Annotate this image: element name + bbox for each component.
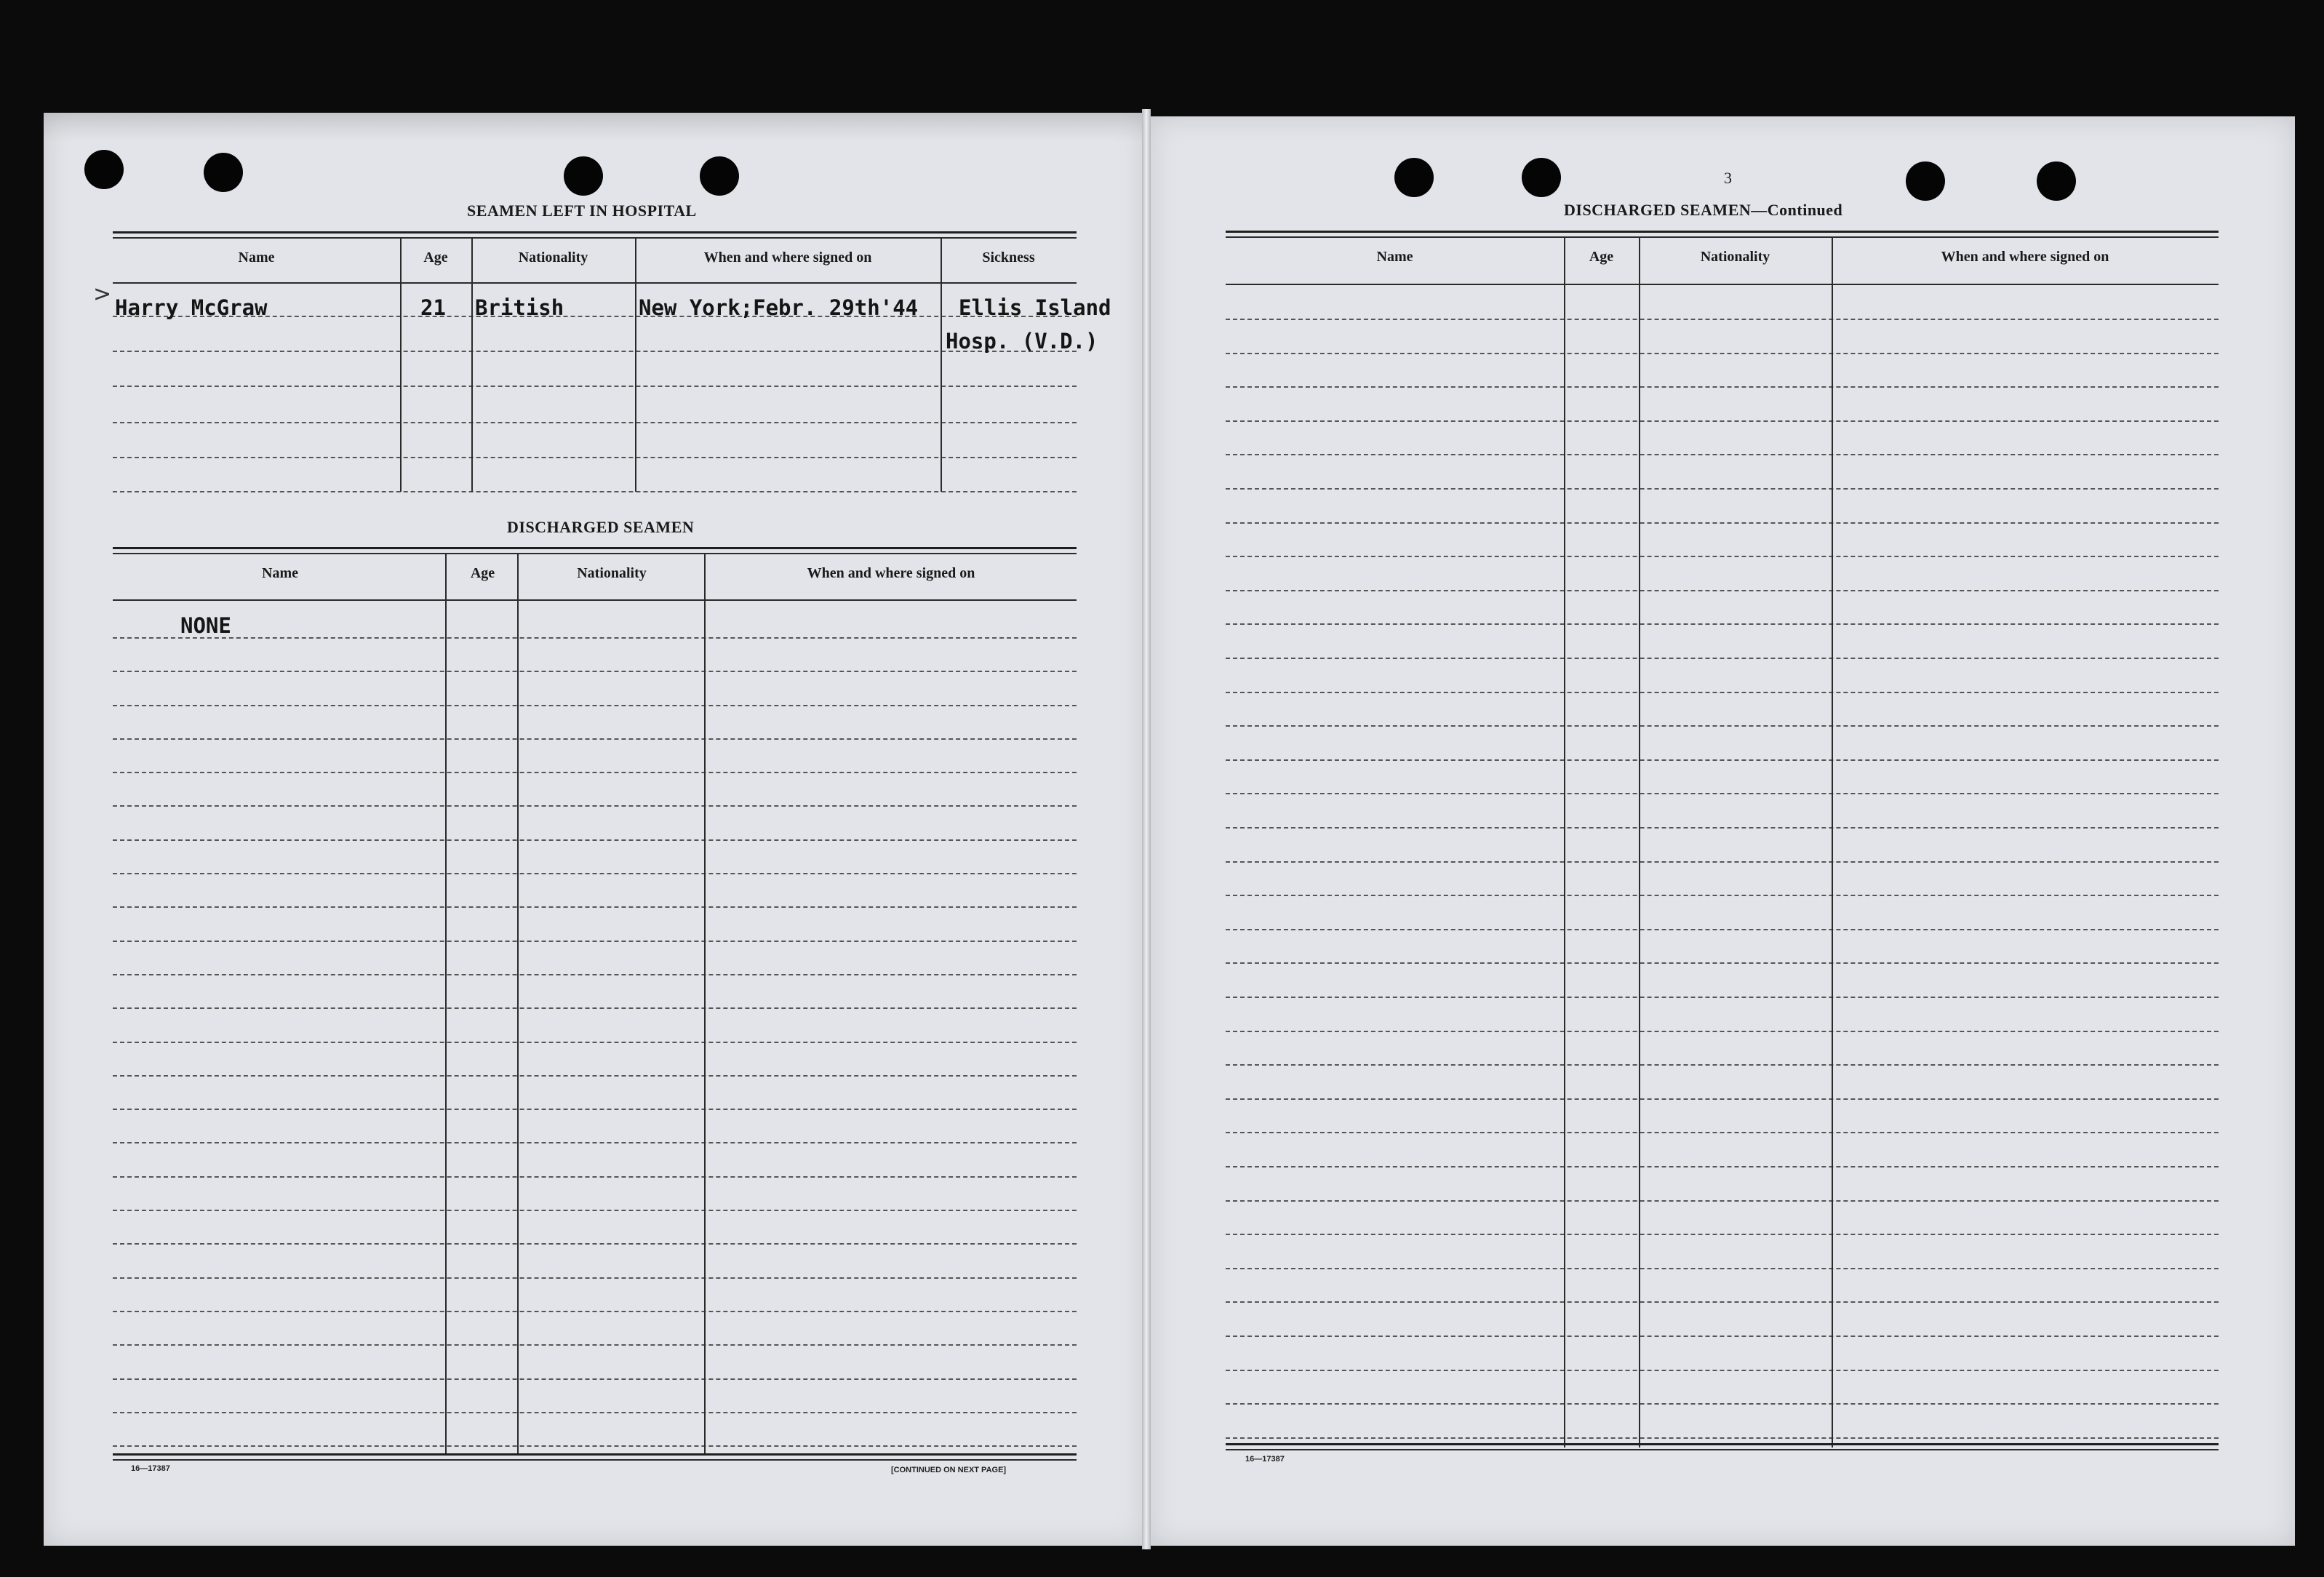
ruled-line [1226,725,2219,727]
right-top-rule-2 [1226,236,2219,238]
discharged-top-rule [113,547,1077,549]
left-form-number: 16—17387 [131,1464,170,1473]
left-page [44,113,1146,1546]
punch-hole [1906,161,1945,201]
hospital-entry-nationality: British [475,295,564,320]
hospital-row-line [113,457,1077,458]
ruled-line [113,805,1077,807]
hospital-top-rule-2 [113,237,1077,239]
ruled-line [1226,1301,2219,1303]
discharged-bottom-rule [113,1453,1077,1456]
discharged-col-divider [704,553,706,1455]
ruled-line [1226,793,2219,794]
hospital-entry-sickness-1: Ellis Island [959,295,1111,320]
ruled-line [1226,590,2219,591]
ruled-line [1226,1064,2219,1066]
right-col-age: Age [1589,249,1614,265]
ruled-line [1226,997,2219,998]
ruled-line [113,637,1077,639]
page-number: 3 [1724,169,1732,187]
right-section-title: DISCHARGED SEAMEN—Continued [1564,201,1843,219]
ruled-line [113,1445,1077,1447]
ruled-line [1226,759,2219,761]
ruled-line [113,873,1077,874]
ruled-line [113,671,1077,672]
punch-hole [1394,158,1434,197]
ruled-line [113,1344,1077,1346]
ruled-line [1226,353,2219,354]
ruled-line [1226,1132,2219,1133]
ruled-line [1226,929,2219,930]
right-col-divider [1564,236,1565,1448]
right-col-name: Name [1376,249,1413,265]
punch-hole [204,153,243,192]
hospital-col-sickness: Sickness [982,249,1035,266]
discharged-col-name: Name [262,565,298,581]
continued-note: [CONTINUED ON NEXT PAGE] [891,1466,1007,1474]
ruled-line [113,1378,1077,1380]
ruled-line [1226,623,2219,625]
ruled-line [113,906,1077,908]
hospital-col-divider [471,237,473,492]
ruled-line [1226,962,2219,964]
hospital-entry-age: 21 [420,295,446,320]
right-bottom-rule [1226,1443,2219,1445]
hospital-entry-sickness-2: Hosp. (V.D.) [946,329,1098,354]
ruled-line [1226,488,2219,490]
ruled-line [1226,1437,2219,1439]
ruled-line [1226,827,2219,829]
ruled-line [113,1042,1077,1043]
ruled-line [1226,386,2219,388]
hospital-col-divider [400,237,402,492]
hospital-section-title: SEAMEN LEFT IN HOSPITAL [467,201,697,220]
ruled-line [1226,861,2219,863]
ruled-line [1226,1370,2219,1371]
ruled-line [1226,1031,2219,1032]
ruled-line [113,705,1077,706]
ruled-line [113,1176,1077,1178]
discharged-col-signed-on: When and where signed on [807,565,975,581]
ruled-line [113,839,1077,841]
ruled-line [113,1142,1077,1143]
discharged-bottom-rule-2 [113,1459,1077,1461]
ruled-line [113,974,1077,975]
ruled-line [113,1243,1077,1245]
hospital-row-line [113,422,1077,423]
ruled-line [1226,454,2219,455]
hospital-entry-signed-on: New York;Febr. 29th'44 [639,295,919,320]
ruled-line [113,1412,1077,1413]
discharged-section-title: DISCHARGED SEAMEN [507,518,695,536]
bracket-mark: > [93,282,112,307]
hospital-col-age: Age [423,249,448,266]
hospital-row-line [113,351,1077,352]
right-col-divider [1832,236,1833,1448]
hospital-col-name: Name [238,249,275,266]
discharged-col-divider [445,553,447,1455]
discharged-col-divider [517,553,519,1455]
right-col-divider [1639,236,1640,1448]
ruled-line [113,941,1077,942]
hospital-col-divider [941,237,942,492]
ruled-line [1226,1268,2219,1269]
ruled-line [1226,420,2219,422]
right-col-nationality: Nationality [1700,249,1770,265]
discharged-header-rule [113,599,1077,601]
hospital-col-divider [635,237,636,492]
ruled-line [113,1075,1077,1077]
punch-hole [2037,161,2076,201]
punch-hole [700,156,739,196]
ruled-line [1226,895,2219,896]
right-form-number: 16—17387 [1245,1455,1285,1464]
discharged-col-age: Age [470,565,495,581]
right-col-signed-on: When and where signed on [1941,249,2109,265]
ruled-line [113,1210,1077,1211]
hospital-row-line [113,491,1077,492]
hospital-col-signed-on: When and where signed on [703,249,872,266]
ruled-line [1226,522,2219,524]
ruled-line [1226,556,2219,557]
ruled-line [1226,1403,2219,1405]
punch-hole [84,150,124,189]
hospital-row-line [113,386,1077,387]
ruled-line [1226,319,2219,320]
hospital-top-rule [113,231,1077,233]
ruled-line [113,1109,1077,1110]
hospital-col-nationality: Nationality [518,249,588,266]
hospital-header-rule [113,282,1077,284]
ruled-line [1226,692,2219,693]
ruled-line [1226,1336,2219,1337]
ruled-line [1226,1200,2219,1202]
ruled-line [1226,658,2219,659]
right-top-rule [1226,231,2219,233]
discharged-entry-none: NONE [180,613,231,638]
page-fold [1142,109,1151,1549]
ruled-line [113,772,1077,773]
punch-hole [1522,158,1561,197]
punch-hole [564,156,603,196]
hospital-entry-name: Harry McGraw [115,295,268,320]
ruled-line [113,1277,1077,1279]
right-bottom-rule-2 [1226,1449,2219,1450]
ruled-line [1226,1166,2219,1167]
ruled-line [1226,1098,2219,1100]
discharged-top-rule-2 [113,553,1077,554]
right-header-rule [1226,284,2219,285]
ruled-line [113,1007,1077,1009]
ruled-line [1226,1234,2219,1235]
ruled-line [113,738,1077,740]
right-page [1149,116,2295,1546]
ruled-line [113,1311,1077,1312]
discharged-col-nationality: Nationality [577,565,647,581]
